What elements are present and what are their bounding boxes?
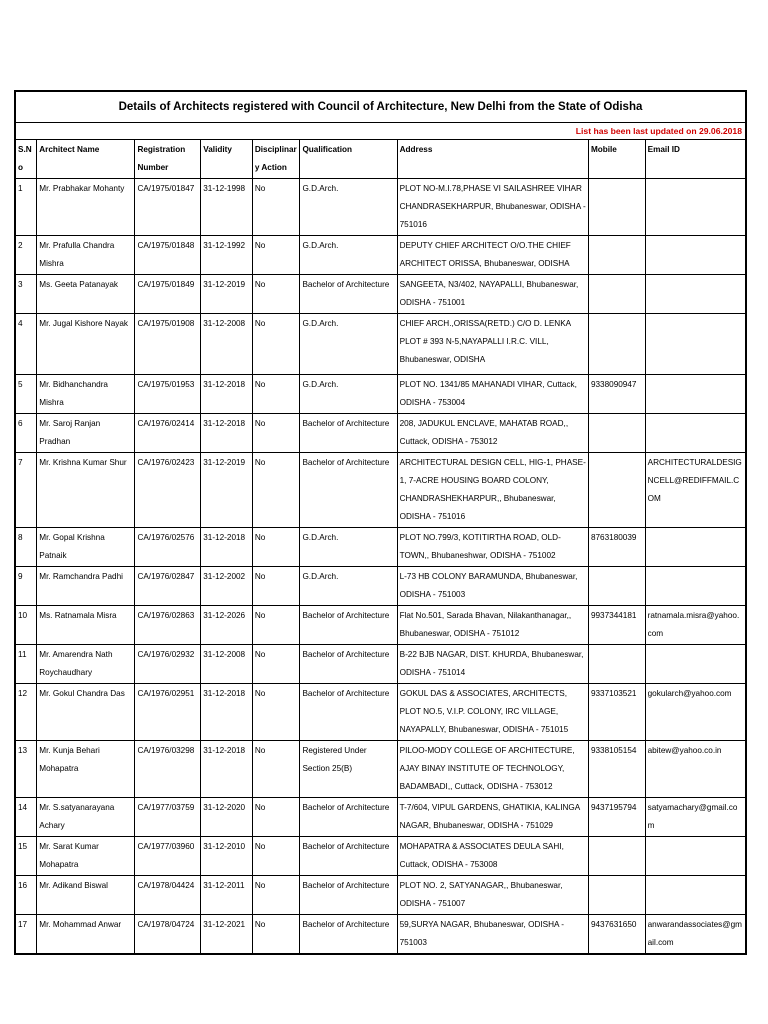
cell-registration-number: CA/1976/02414	[135, 414, 201, 453]
header-architect-name: Architect Name	[37, 140, 135, 179]
cell-architect-name: Mr. S.satyanarayana Achary	[37, 798, 135, 837]
cell-architect-name: Mr. Prabhakar Mohanty	[37, 179, 135, 236]
cell-mobile	[588, 876, 645, 915]
cell-registration-number: CA/1975/01847	[135, 179, 201, 236]
cell-address: 208, JADUKUL ENCLAVE, MAHATAB ROAD,, Cuttack, ODISHA - 753012	[397, 414, 588, 453]
cell-mobile: 9437195794	[588, 798, 645, 837]
header-validity: Validity	[201, 140, 253, 179]
cell-mobile: 9338090947	[588, 375, 645, 414]
architects-table	[15, 91, 746, 954]
cell-architect-name: Mr. Jugal Kishore Nayak	[37, 314, 135, 375]
header-row	[16, 140, 746, 179]
cell-sno: 4	[16, 314, 37, 375]
cell-architect-name: Mr. Gokul Chandra Das	[37, 684, 135, 741]
cell-sno: 13	[16, 741, 37, 798]
cell-validity: 31-12-2011	[201, 876, 253, 915]
cell-address: PLOT NO.799/3, KOTITIRTHA ROAD, OLD-TOWN,, Bhubaneshwar, ODISHA - 751002	[397, 528, 588, 567]
cell-disciplinary-action: No	[252, 645, 300, 684]
cell-address: GOKUL DAS & ASSOCIATES, ARCHITECTS, PLOT NO.5, V.I.P. COLONY, IRC VILLAGE, NAYAPALLY, Bhubaneswar, ODISHA - 751015	[397, 684, 588, 741]
table-row	[16, 915, 746, 954]
cell-architect-name: Ms. Ratnamala Misra	[37, 606, 135, 645]
cell-validity: 31-12-1998	[201, 179, 253, 236]
header-email: Email ID	[645, 140, 745, 179]
cell-address: PLOT NO. 2, SATYANAGAR,, Bhubaneswar, ODISHA - 751007	[397, 876, 588, 915]
cell-qualification: Bachelor of Architecture	[300, 414, 397, 453]
cell-email	[645, 414, 745, 453]
cell-sno: 16	[16, 876, 37, 915]
table-row	[16, 453, 746, 528]
cell-qualification: G.D.Arch.	[300, 314, 397, 375]
cell-architect-name: Mr. Adikand Biswal	[37, 876, 135, 915]
cell-address: DEPUTY CHIEF ARCHITECT O/O.THE CHIEF ARCHITECT ORISSA, Bhubaneswar, ODISHA	[397, 236, 588, 275]
cell-qualification: Bachelor of Architecture	[300, 275, 397, 314]
cell-mobile	[588, 645, 645, 684]
cell-mobile	[588, 837, 645, 876]
cell-email	[645, 876, 745, 915]
cell-email: gokularch@yahoo.com	[645, 684, 745, 741]
cell-mobile: 9937344181	[588, 606, 645, 645]
cell-architect-name: Mr. Gopal Krishna Patnaik	[37, 528, 135, 567]
cell-validity: 31-12-2021	[201, 915, 253, 954]
table-body	[16, 179, 746, 954]
cell-disciplinary-action: No	[252, 236, 300, 275]
cell-address: MOHAPATRA & ASSOCIATES DEULA SAHI, Cuttack, ODISHA - 753008	[397, 837, 588, 876]
cell-validity: 31-12-2002	[201, 567, 253, 606]
cell-validity: 31-12-2019	[201, 453, 253, 528]
cell-email	[645, 375, 745, 414]
cell-email	[645, 314, 745, 375]
cell-validity: 31-12-2008	[201, 645, 253, 684]
cell-disciplinary-action: No	[252, 275, 300, 314]
cell-mobile	[588, 314, 645, 375]
last-updated-note: List has been last updated on 29.06.2018	[16, 123, 746, 140]
cell-sno: 15	[16, 837, 37, 876]
cell-address: PLOT NO. 1341/85 MAHANADI VIHAR, Cuttack, ODISHA - 753004	[397, 375, 588, 414]
cell-mobile: 9437631650	[588, 915, 645, 954]
table-row	[16, 876, 746, 915]
cell-architect-name: Mr. Krishna Kumar Shur	[37, 453, 135, 528]
cell-validity: 31-12-1992	[201, 236, 253, 275]
cell-registration-number: CA/1975/01848	[135, 236, 201, 275]
cell-sno: 9	[16, 567, 37, 606]
cell-sno: 14	[16, 798, 37, 837]
cell-qualification: Bachelor of Architecture	[300, 645, 397, 684]
cell-email: ARCHITECTURALDESIGNCELL@REDIFFMAIL.COM	[645, 453, 745, 528]
cell-email	[645, 567, 745, 606]
cell-registration-number: CA/1978/04424	[135, 876, 201, 915]
cell-disciplinary-action: No	[252, 375, 300, 414]
cell-disciplinary-action: No	[252, 314, 300, 375]
table-row	[16, 179, 746, 236]
cell-validity: 31-12-2019	[201, 275, 253, 314]
sheet-title: Details of Architects registered with Council of Architecture, New Delhi from the State of Odisha	[16, 92, 746, 123]
header-sno: S.No	[16, 140, 37, 179]
cell-qualification: Bachelor of Architecture	[300, 915, 397, 954]
cell-registration-number: CA/1975/01908	[135, 314, 201, 375]
cell-qualification: Bachelor of Architecture	[300, 453, 397, 528]
cell-registration-number: CA/1975/01953	[135, 375, 201, 414]
cell-qualification: Bachelor of Architecture	[300, 684, 397, 741]
cell-mobile	[588, 567, 645, 606]
cell-mobile	[588, 236, 645, 275]
cell-sno: 3	[16, 275, 37, 314]
cell-address: CHIEF ARCH.,ORISSA(RETD.) C/O D. LENKA PLOT # 393 N-5,NAYAPALLI I.R.C. VILL, Bhubaneswar, ODISHA	[397, 314, 588, 375]
cell-qualification: G.D.Arch.	[300, 528, 397, 567]
cell-email	[645, 837, 745, 876]
cell-email: anwarandassociates@gmail.com	[645, 915, 745, 954]
cell-qualification: Bachelor of Architecture	[300, 798, 397, 837]
table-row	[16, 606, 746, 645]
cell-email	[645, 528, 745, 567]
table-row	[16, 798, 746, 837]
cell-disciplinary-action: No	[252, 528, 300, 567]
header-mobile: Mobile	[588, 140, 645, 179]
header-registration-number: Registration Number	[135, 140, 201, 179]
cell-mobile	[588, 275, 645, 314]
cell-registration-number: CA/1976/02576	[135, 528, 201, 567]
cell-validity: 31-12-2018	[201, 528, 253, 567]
cell-sno: 12	[16, 684, 37, 741]
cell-disciplinary-action: No	[252, 414, 300, 453]
cell-qualification: G.D.Arch.	[300, 236, 397, 275]
table-row	[16, 236, 746, 275]
cell-disciplinary-action: No	[252, 684, 300, 741]
cell-validity: 31-12-2010	[201, 837, 253, 876]
cell-email	[645, 645, 745, 684]
cell-registration-number: CA/1978/04724	[135, 915, 201, 954]
cell-email: ratnamala.misra@yahoo.com	[645, 606, 745, 645]
cell-registration-number: CA/1977/03960	[135, 837, 201, 876]
cell-architect-name: Mr. Amarendra Nath Roychaudhary	[37, 645, 135, 684]
architects-sheet	[14, 90, 747, 955]
cell-address: L-73 HB COLONY BARAMUNDA, Bhubaneswar, ODISHA - 751003	[397, 567, 588, 606]
cell-sno: 17	[16, 915, 37, 954]
cell-disciplinary-action: No	[252, 179, 300, 236]
table-row	[16, 375, 746, 414]
cell-validity: 31-12-2020	[201, 798, 253, 837]
header-disciplinary-action: Disciplinary Action	[252, 140, 300, 179]
cell-qualification: Bachelor of Architecture	[300, 837, 397, 876]
cell-architect-name: Mr. Kunja Behari Mohapatra	[37, 741, 135, 798]
header-qualification: Qualification	[300, 140, 397, 179]
cell-validity: 31-12-2008	[201, 314, 253, 375]
cell-sno: 7	[16, 453, 37, 528]
cell-sno: 1	[16, 179, 37, 236]
cell-address: SANGEETA, N3/402, NAYAPALLI, Bhubaneswar, ODISHA - 751001	[397, 275, 588, 314]
cell-registration-number: CA/1976/02863	[135, 606, 201, 645]
cell-disciplinary-action: No	[252, 567, 300, 606]
cell-architect-name: Mr. Prafulla Chandra Mishra	[37, 236, 135, 275]
cell-disciplinary-action: No	[252, 876, 300, 915]
cell-address: Flat No.501, Sarada Bhavan, Nilakanthanagar,, Bhubaneswar, ODISHA - 751012	[397, 606, 588, 645]
cell-sno: 11	[16, 645, 37, 684]
table-row	[16, 275, 746, 314]
cell-disciplinary-action: No	[252, 798, 300, 837]
table-row	[16, 684, 746, 741]
table-row	[16, 314, 746, 375]
cell-mobile: 9338105154	[588, 741, 645, 798]
cell-registration-number: CA/1976/03298	[135, 741, 201, 798]
cell-validity: 31-12-2018	[201, 741, 253, 798]
cell-qualification: G.D.Arch.	[300, 567, 397, 606]
cell-address: 59,SURYA NAGAR, Bhubaneswar, ODISHA - 751003	[397, 915, 588, 954]
cell-registration-number: CA/1976/02951	[135, 684, 201, 741]
cell-email: abitew@yahoo.co.in	[645, 741, 745, 798]
cell-registration-number: CA/1977/03759	[135, 798, 201, 837]
cell-mobile	[588, 414, 645, 453]
cell-disciplinary-action: No	[252, 915, 300, 954]
cell-qualification: Registered Under Section 25(B)	[300, 741, 397, 798]
cell-address: T-7/604, VIPUL GARDENS, GHATIKIA, KALINGA NAGAR, Bhubaneswar, ODISHA - 751029	[397, 798, 588, 837]
cell-architect-name: Mr. Saroj Ranjan Pradhan	[37, 414, 135, 453]
cell-address: B-22 BJB NAGAR, DIST. KHURDA, Bhubaneswar, ODISHA - 751014	[397, 645, 588, 684]
header-address: Address	[397, 140, 588, 179]
table-row	[16, 645, 746, 684]
cell-address: PLOT NO-M.I.78,PHASE VI SAILASHREE VIHAR CHANDRASEKHARPUR, Bhubaneswar, ODISHA - 751016	[397, 179, 588, 236]
cell-validity: 31-12-2026	[201, 606, 253, 645]
cell-qualification: G.D.Arch.	[300, 179, 397, 236]
cell-registration-number: CA/1976/02423	[135, 453, 201, 528]
cell-disciplinary-action: No	[252, 606, 300, 645]
cell-architect-name: Mr. Bidhanchandra Mishra	[37, 375, 135, 414]
table-row	[16, 567, 746, 606]
cell-disciplinary-action: No	[252, 741, 300, 798]
cell-sno: 10	[16, 606, 37, 645]
cell-sno: 2	[16, 236, 37, 275]
cell-validity: 31-12-2018	[201, 414, 253, 453]
cell-disciplinary-action: No	[252, 837, 300, 876]
cell-registration-number: CA/1976/02847	[135, 567, 201, 606]
cell-architect-name: Mr. Sarat Kumar Mohapatra	[37, 837, 135, 876]
cell-sno: 5	[16, 375, 37, 414]
table-row	[16, 414, 746, 453]
table-row	[16, 741, 746, 798]
cell-architect-name: Ms. Geeta Patanayak	[37, 275, 135, 314]
cell-registration-number: CA/1976/02932	[135, 645, 201, 684]
cell-architect-name: Mr. Ramchandra Padhi	[37, 567, 135, 606]
cell-mobile	[588, 179, 645, 236]
cell-qualification: Bachelor of Architecture	[300, 606, 397, 645]
cell-email	[645, 275, 745, 314]
cell-architect-name: Mr. Mohammad Anwar	[37, 915, 135, 954]
cell-email: satyamachary@gmail.com	[645, 798, 745, 837]
cell-qualification: Bachelor of Architecture	[300, 876, 397, 915]
cell-mobile: 8763180039	[588, 528, 645, 567]
cell-sno: 6	[16, 414, 37, 453]
cell-disciplinary-action: No	[252, 453, 300, 528]
cell-mobile: 9337103521	[588, 684, 645, 741]
table-row	[16, 528, 746, 567]
cell-validity: 31-12-2018	[201, 684, 253, 741]
cell-email	[645, 236, 745, 275]
cell-qualification: G.D.Arch.	[300, 375, 397, 414]
cell-address: PILOO-MODY COLLEGE OF ARCHITECTURE, AJAY BINAY INSTITUTE OF TECHNOLOGY, BADAMBADI,, Cuttack, ODISHA - 753012	[397, 741, 588, 798]
cell-sno: 8	[16, 528, 37, 567]
cell-registration-number: CA/1975/01849	[135, 275, 201, 314]
cell-email	[645, 179, 745, 236]
cell-validity: 31-12-2018	[201, 375, 253, 414]
table-row	[16, 837, 746, 876]
cell-mobile	[588, 453, 645, 528]
cell-address: ARCHITECTURAL DESIGN CELL, HIG-1, PHASE-1, 7-ACRE HOUSING BOARD COLONY, CHANDRASHEKHARPUR,, Bhubaneswar, ODISHA - 751016	[397, 453, 588, 528]
